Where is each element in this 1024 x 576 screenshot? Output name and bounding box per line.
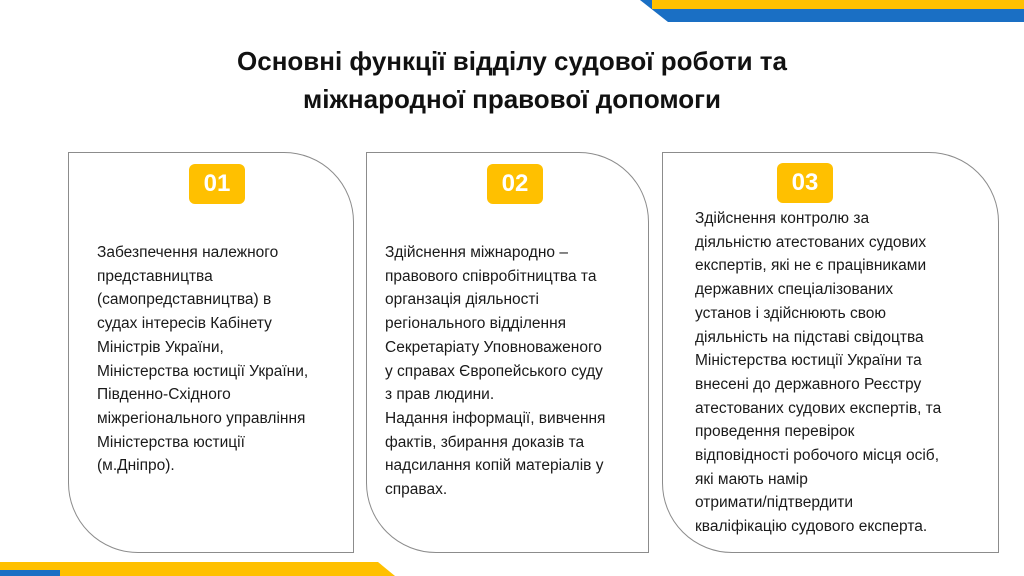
card-description xyxy=(695,207,941,539)
card-description xyxy=(97,241,308,478)
card-text-line: правового співробітництва та xyxy=(385,267,597,285)
slide-title xyxy=(112,42,912,118)
card-text-line: установ і здійснюють свою xyxy=(695,304,887,322)
card-text-line: діяльністю атестованих судових xyxy=(695,233,927,251)
card-text-line: Міністерства юстиції xyxy=(97,433,245,451)
card-text-line: регіонального відділення xyxy=(385,315,567,333)
card-text-line: діяльність на підставі свідоцтва xyxy=(695,328,924,346)
card-text-line: атестованих судових експертів, та xyxy=(695,399,942,417)
card-text-line: внесені до державного Реєстру xyxy=(695,375,922,393)
card-text-line: проведення перевірок xyxy=(695,423,855,441)
card-number-badge: 03 xyxy=(777,163,833,203)
slide-title-line-1: Основні функції відділу судової роботи та xyxy=(237,46,787,76)
function-card-02 xyxy=(366,152,649,553)
card-number-badge: 01 xyxy=(189,164,245,204)
card-text-line: Забезпечення належного xyxy=(97,244,279,261)
card-text-line: у справах Європейського суду xyxy=(385,362,603,380)
function-card-01 xyxy=(68,152,354,553)
card-text-line: справах. xyxy=(385,481,448,499)
card-text-line: Міністерства юстиції України та xyxy=(695,352,922,370)
card-text-line: кваліфікацію судового експерта. xyxy=(695,518,928,536)
card-text-line: Південно-Східного xyxy=(97,386,231,404)
slide-title-line-2: міжнародної правової допомоги xyxy=(303,84,721,114)
card-text-line: відповідності робочого місця осіб, xyxy=(695,447,939,465)
card-text-line: державних спеціалізованих xyxy=(695,281,894,299)
card-text-line: Надання інформації, вивчення xyxy=(385,409,606,427)
card-text-line: (м.Дніпро). xyxy=(97,457,175,475)
bottom-blue-stripe xyxy=(0,570,60,576)
card-text-line: Здійснення міжнародно – xyxy=(385,244,568,261)
card-text-line: експертів, які не є працівниками xyxy=(695,257,927,275)
card-text-line: Міністрів України, xyxy=(97,338,224,356)
card-description xyxy=(385,241,605,502)
top-yellow-stripe xyxy=(652,0,1024,9)
card-text-line: судах інтересів Кабінету xyxy=(97,315,272,333)
card-text-line: надсилання копій матеріалів у xyxy=(385,457,604,475)
card-text-line: Міністерства юстиції України, xyxy=(97,362,309,380)
card-text-line: які мають намір xyxy=(695,470,808,488)
card-text-line: Здійснення контролю за xyxy=(695,210,870,227)
card-text-line: представництва xyxy=(97,267,213,285)
card-text-line: отримати/підтвердити xyxy=(695,494,854,512)
card-text-line: (самопредставництва) в xyxy=(97,291,272,309)
card-text-line: фактів, збирання доказів та xyxy=(385,433,585,451)
card-text-line: органзація діяльності xyxy=(385,291,539,309)
card-number-badge: 02 xyxy=(487,164,543,204)
function-card-03 xyxy=(662,152,999,553)
card-text-line: з прав людини. xyxy=(385,386,495,404)
card-text-line: Секретаріату Уповноваженого xyxy=(385,338,602,356)
card-text-line: міжрегіонального управління xyxy=(97,409,306,427)
